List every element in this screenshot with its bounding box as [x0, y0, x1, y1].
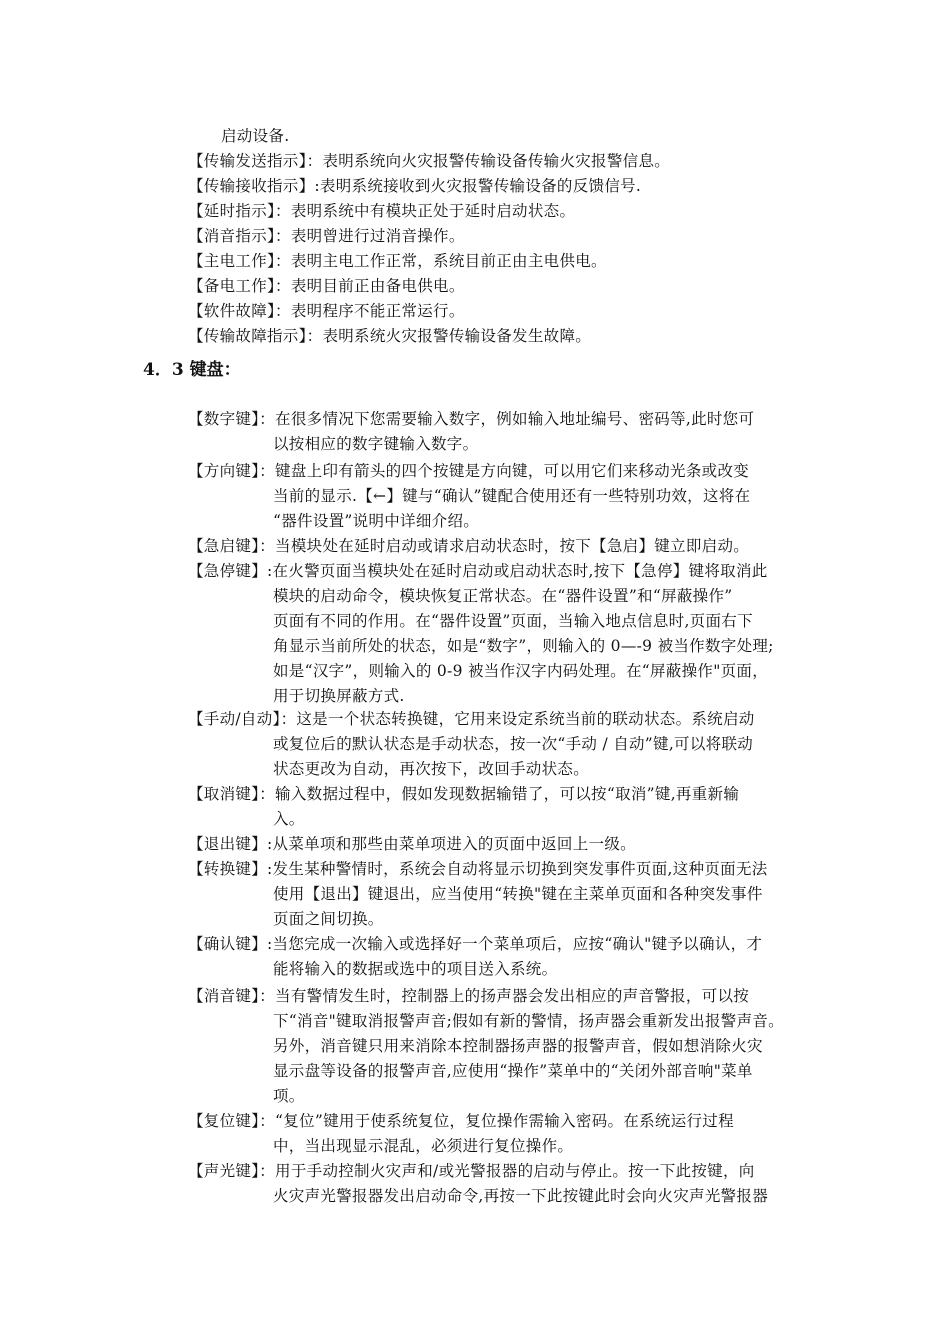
key-cancel-line-2: 入。	[273, 810, 305, 828]
key-reset-line-1: 【复位键】：“复位”键用于使系统复位，复位操作需输入密码。在系统运行过程	[188, 1112, 734, 1130]
indicator-transmit-receive: 【传输接收指示】:表明系统接收到火灾报警传输设备的反馈信号.	[188, 177, 642, 195]
key-direction-line-2: 当前的显示.【←】键与“确认”键配合使用还有一些特别功效，这将在	[273, 487, 751, 505]
key-reset-line-2: 中，当出现显示混乱，必须进行复位操作。	[273, 1137, 574, 1155]
key-mute-line-3: 另外，消音键只用来消除本控制器扬声器的报警声音，假如想消除火灾	[273, 1037, 763, 1055]
key-confirm-line-2: 能将输入的数据或选中的项目送入系统。	[273, 960, 558, 978]
key-sound-light-line-1: 【声光键】：用于手动控制火灾声和/或光警报器的启动与停止。按一下此按键，向	[188, 1162, 755, 1180]
key-emergency-stop-line-3: 页面有不同的作用。在“器件设置”页面，当输入地点信息时,页面右下	[273, 612, 753, 630]
key-confirm-line-1: 【确认键】:当您完成一次输入或选择好一个菜单项后，应按“确认"键予以确认，才	[188, 935, 763, 953]
key-exit-line-1: 【退出键】:从菜单项和那些由菜单项进入的页面中返回上一级。	[188, 835, 636, 853]
indicator-transmit-send: 【传输发送指示】：表明系统向火灾报警传输设备传输火灾报警信息。	[188, 152, 671, 170]
indicator-transmit-fault: 【传输故障指示】：表明系统火灾报警传输设备发生故障。	[188, 327, 592, 345]
key-cancel-line-1: 【取消键】：输入数据过程中，假如发现数据输错了，可以按“取消”键,再重新输	[188, 785, 740, 803]
indicator-main-power: 【主电工作】：表明主电工作正常，系统目前正由主电供电。	[188, 252, 607, 270]
key-mute-line-4: 显示盘等设备的报警声音,应使用“操作”菜单中的“关闭外部音响"菜单	[273, 1062, 753, 1080]
key-digit-line-1: 【数字键】：在很多情况下您需要输入数字，例如输入地址编号、密码等,此时您可	[188, 410, 755, 428]
key-emergency-stop-line-6: 用于切换屏蔽方式.	[273, 687, 405, 705]
key-emergency-stop-line-5: 如是“汉字”，则输入的 0-9 被当作汉字内码处理。在“屏蔽操作"页面，	[273, 662, 769, 680]
key-sound-light-line-2: 火灾声光警报器发出启动命令,再按一下此按键此时会向火灾声光警报器	[273, 1187, 769, 1205]
key-mute-line-1: 【消音键】：当有警情发生时，控制器上的扬声器会发出相应的声音警报，可以按	[188, 987, 750, 1005]
key-emergency-start-line-1: 【急启键】：当模块处在延时启动或请求启动状态时，按下【急启】键立即启动。	[188, 537, 750, 555]
key-direction-line-3: “器件设置”说明中详细介绍。	[273, 512, 480, 530]
key-emergency-stop-line-1: 【急停键】:在火警页面当模块处在延时启动或启动状态时,按下【急停】键将取消此	[188, 562, 768, 580]
key-switch-line-3: 页面之间切换。	[273, 910, 384, 928]
key-emergency-stop-line-4: 角显示当前所处的状态，如是“数字”，则输入的 0—-9 被当作数字处理;	[273, 637, 774, 655]
indicator-mute: 【消音指示】：表明曾进行过消音操作。	[188, 227, 465, 245]
key-emergency-stop-line-2: 模块的启动命令，模块恢复正常状态。在“器件设置”和“屏蔽操作”	[273, 587, 733, 605]
indicator-delay: 【延时指示】：表明系统中有模块正处于延时启动状态。	[188, 202, 576, 220]
key-digit-line-2: 以按相应的数字键输入数字。	[273, 435, 479, 453]
key-direction-line-1: 【方向键】：键盘上印有箭头的四个按键是方向键，可以用它们来移动光条或改变	[188, 462, 750, 480]
key-manual-auto-line-1: 【手动/自动】：这是一个状态转换键，它用来设定系统当前的联动状态。系统启动	[188, 710, 755, 728]
key-manual-auto-line-3: 状态更改为自动，再次按下，改回手动状态。	[273, 760, 590, 778]
key-switch-line-1: 【转换键】:发生某种警情时，系统会自动将显示切换到突发事件页面,这种页面无法	[188, 860, 768, 878]
key-manual-auto-line-2: 或复位后的默认状态是手动状态，按一次“手动 / 自动”键,可以将联动	[273, 735, 754, 753]
key-switch-line-2: 使用【退出】键退出，应当使用“转换"键在主菜单页面和各种突发事件	[273, 885, 763, 903]
section-heading: 4．3 键盘：	[143, 360, 241, 380]
key-mute-line-5: 项。	[273, 1087, 305, 1105]
key-mute-line-2: 下“消音"键取消报警声音;假如有新的警情，扬声器会重新发出报警声音。	[273, 1012, 784, 1030]
indicator-software-fault: 【软件故障】：表明程序不能正常运行。	[188, 302, 465, 320]
indicator-backup-power: 【备电工作】：表明目前正由备电供电。	[188, 277, 465, 295]
indicator-continuation: 启动设备.	[221, 127, 290, 145]
